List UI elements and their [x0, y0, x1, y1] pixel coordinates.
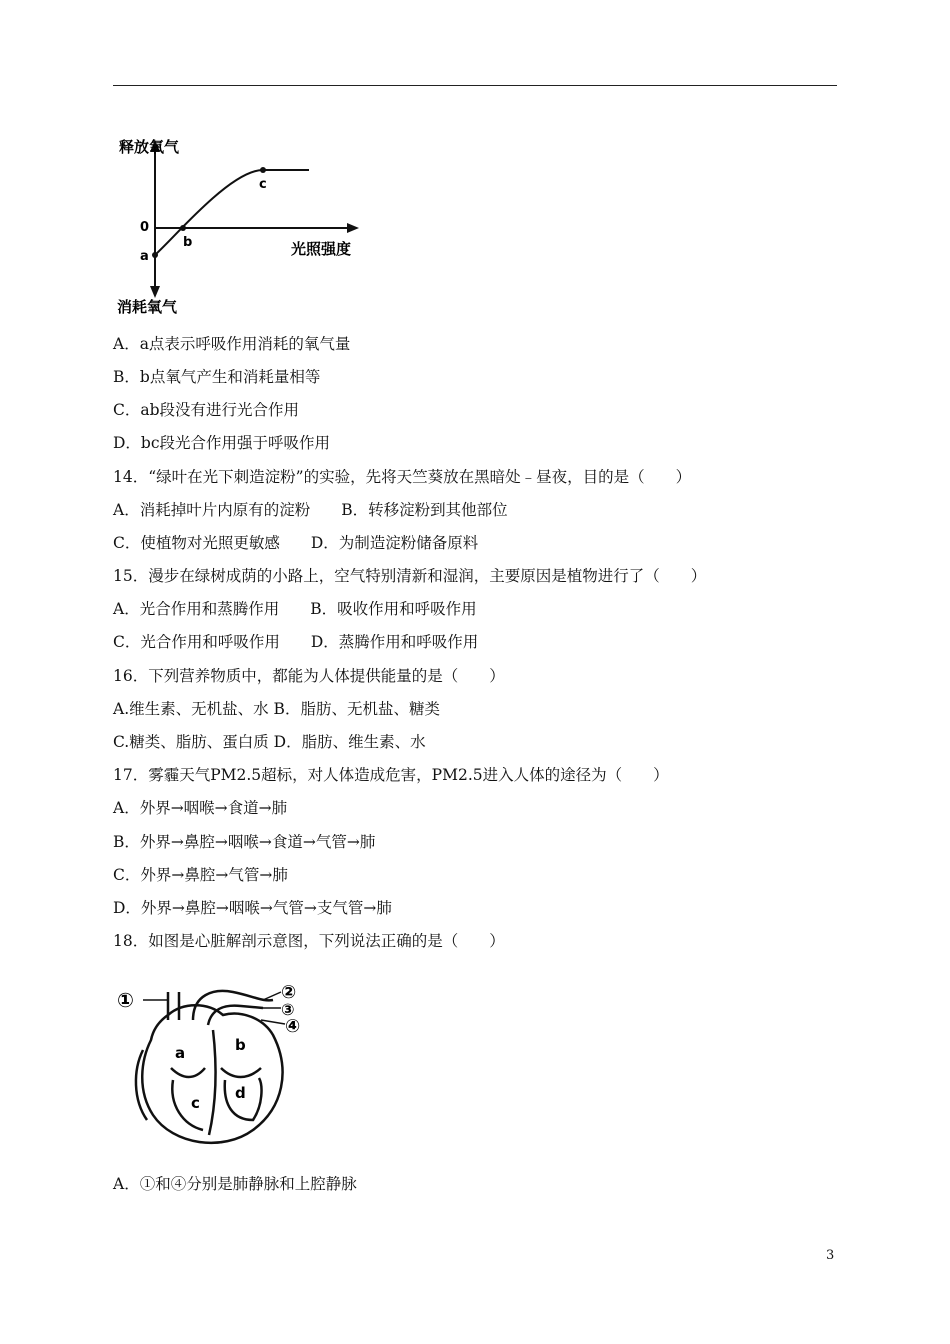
q15-options-cd: C．光合作用和呼吸作用 D．蒸腾作用和呼吸作用: [113, 633, 479, 651]
x-axis-label: 光照强度: [291, 240, 352, 258]
point-a-label: a: [140, 249, 149, 264]
q15-options-ab: A．光合作用和蒸腾作用 B．吸收作用和呼吸作用: [113, 600, 477, 618]
q18-stem: 18．如图是心脏解剖示意图，下列说法正确的是（ ）: [113, 932, 505, 950]
point-c-marker: [260, 167, 266, 173]
q14-stem: 14．“绿叶在光下刺造淀粉”的实验，先将天竺葵放在黑暗处﹣昼夜，目的是（ ）: [113, 468, 692, 486]
point-a-marker: [152, 252, 158, 258]
label-2: ②: [281, 982, 297, 1003]
oxygen-curve: [155, 170, 309, 255]
label-3: ③: [281, 1000, 295, 1019]
q17-option-c: C．外界→鼻腔→气管→肺: [113, 866, 288, 884]
pulmonary-trunk: [208, 1006, 263, 1025]
y-axis-arrow-down: [150, 286, 160, 298]
left-valve: [221, 1068, 261, 1077]
q16-stem: 16．下列营养物质中，都能为人体提供能量的是（ ）: [113, 667, 505, 685]
q13-option-a: A．a点表示呼吸作用消耗的氧气量: [113, 335, 351, 353]
q17-option-d: D．外界→鼻腔→咽喉→气管→支气管→肺: [113, 899, 392, 917]
point-c-label: c: [259, 177, 267, 192]
q15-stem: 15．漫步在绿树成荫的小路上，空气特别清新和湿润，主要原因是植物进行了（ ）: [113, 567, 707, 585]
q14-options-ab: A．消耗掉叶片内原有的淀粉 B．转移淀粉到其他部位: [113, 501, 508, 519]
y-bottom-label: 消耗氧气: [117, 298, 178, 316]
q16-options-cd: C.糖类、脂肪、蛋白质 D．脂肪、维生素、水: [113, 733, 426, 751]
origin-label: 0: [140, 220, 150, 235]
x-axis-arrow: [347, 223, 359, 233]
right-valve: [171, 1068, 205, 1077]
q17-stem: 17．雾霾天气PM2.5超标，对人体造成危害，PM2.5进入人体的途径为（ ）: [113, 766, 669, 784]
point-b-label: b: [183, 235, 193, 250]
vena-cava: [168, 992, 179, 1020]
label-1: ①: [117, 988, 134, 1012]
q14-options-cd: C．使植物对光照更敏感 D．为制造淀粉储备原料: [113, 534, 479, 552]
q13-option-d: D．bc段光合作用强于呼吸作用: [113, 434, 331, 452]
chamber-c-label: c: [191, 1094, 200, 1112]
q18-option-a: A．①和④分别是肺静脉和上腔静脉: [113, 1175, 357, 1193]
oxygen-light-graph: [113, 128, 373, 318]
heart-diagram: [113, 980, 333, 1155]
page-number: 3: [826, 1248, 835, 1263]
leader-2: [263, 992, 281, 1000]
header-rule: [113, 85, 837, 86]
y-top-label: 释放氧气: [119, 138, 180, 156]
q13-option-c: C．ab段没有进行光合作用: [113, 401, 300, 419]
chamber-b-label: b: [235, 1036, 246, 1054]
q17-option-b: B．外界→鼻腔→咽喉→食道→气管→肺: [113, 833, 376, 851]
chamber-d-label: d: [235, 1084, 246, 1102]
label-4: ④: [285, 1016, 301, 1037]
point-b-marker: [180, 225, 186, 231]
q13-option-b: B．b点氧气产生和消耗量相等: [113, 368, 321, 386]
chamber-a-label: a: [175, 1044, 186, 1062]
septum: [209, 1030, 216, 1135]
q16-options-ab: A.维生素、无机盐、水 B．脂肪、无机盐、糖类: [113, 700, 440, 718]
q17-option-a: A．外界→咽喉→食道→肺: [113, 799, 288, 817]
